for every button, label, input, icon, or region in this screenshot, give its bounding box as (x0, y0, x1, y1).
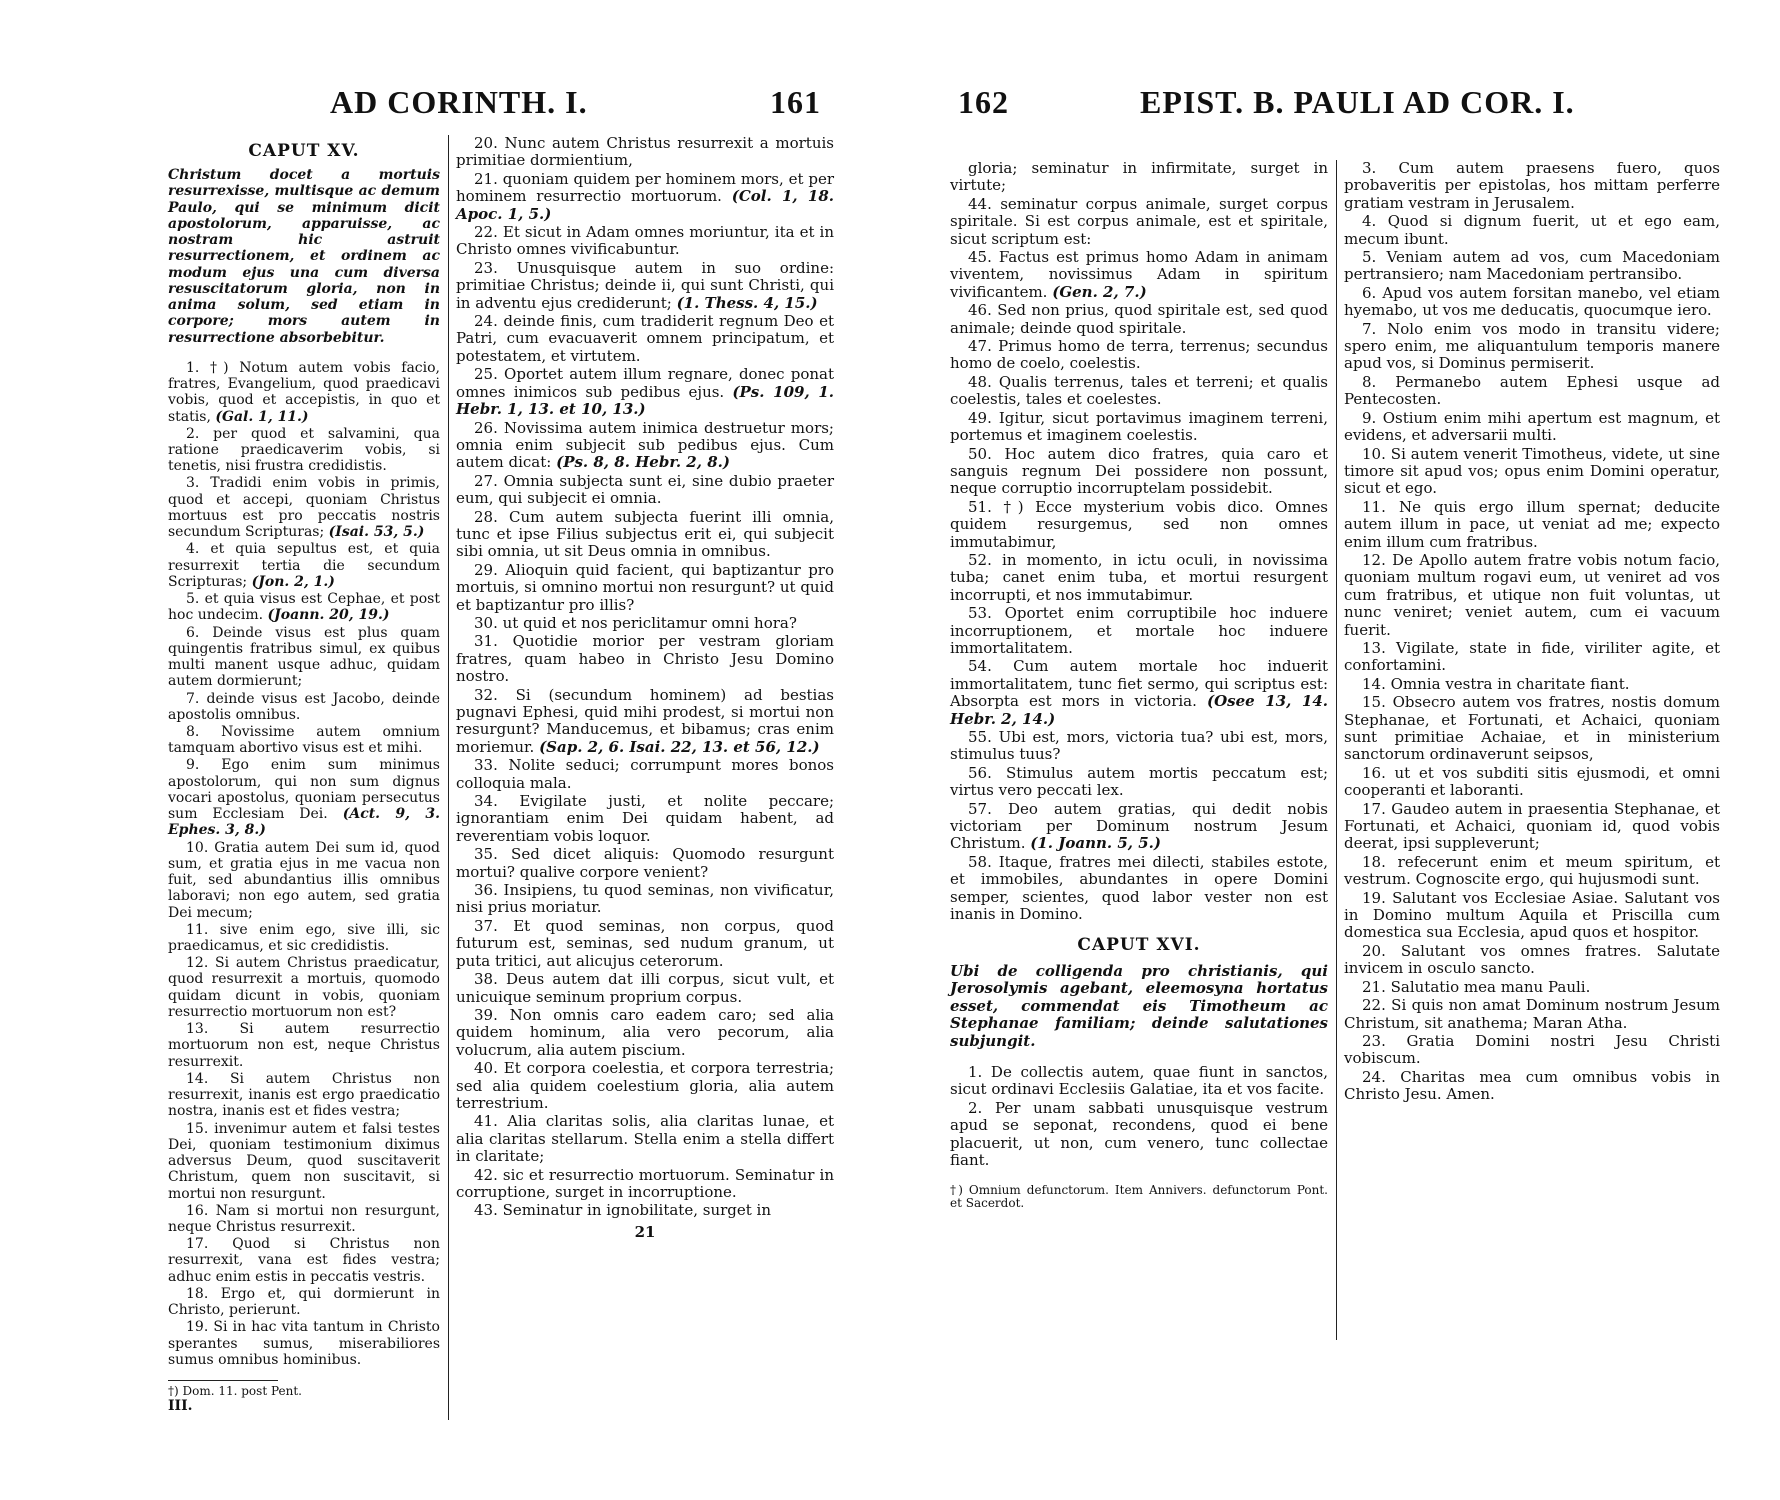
verse-text: 55. Ubi est, mors, victoria tua? ubi est, mors, stimulus tuus? (950, 728, 1328, 764)
verse (456, 1060, 834, 1112)
left-column-2 (456, 135, 834, 1242)
verse-text: 36. Insipiens, tu quod seminas, non vivificatur, nisi prius moriatur. (456, 881, 834, 917)
verse (456, 224, 834, 259)
verse (456, 366, 834, 418)
scripture-reference: (Ps. 109, 1. Hebr. 1, 13. et 10, 13.) (456, 382, 834, 419)
chapter-summary: Ubi de colligenda pro christianis, qui Jerosolymis agebant, eleemosyna hortatus esset, commendat eis Timotheum ac Stephanae familiam; deinde salutationes subjungit. (950, 961, 1328, 1050)
verse (456, 135, 834, 170)
verse-text: 57. Deo autem gratias, qui dedit nobis victoriam per Dominum nostrum Jesum Christum. (950, 799, 1328, 853)
verse (456, 918, 834, 970)
verse (456, 633, 834, 685)
left-header-title: AD CORINTH. I. (330, 84, 588, 120)
verse (950, 302, 1328, 337)
verse-text: 51. †) Ecce mysterium vobis dico. Omnes quidem resurgemus, sed non omnes immutabimur, (950, 497, 1328, 551)
verse-text: 24. deinde finis, cum tradiderit regnum Deo et Patri, cum evacuaverit omnem principatum, et potestatem, et virtutem. (456, 312, 834, 365)
verse (950, 410, 1328, 445)
verse (168, 724, 440, 756)
verse-text: 5. Veniam autem ad vos, cum Macedoniam pertransiero; nam Macedoniam pertransibo. (1344, 248, 1720, 284)
verse-text: 16. Nam si mortui non resurgunt, neque Christus resurrexit. (168, 1202, 440, 1235)
verse-text: 37. Et quod seminas, non corpus, quod futurum est, seminas, sed nudum granum, ut puta tritici, aut alicujus ceterorum. (456, 916, 834, 970)
verse-text: 9. Ego enim sum minimus apostolorum, qui non sum dignus vocari apostolus, quoniam persecutus sum Ecclesiam Dei. (168, 757, 440, 823)
verse (168, 691, 440, 723)
verse (456, 260, 834, 312)
verse (1344, 997, 1720, 1032)
verse-text: 5. et quia visus est Cephae, et post hoc undecim. (168, 591, 440, 624)
verse (1344, 676, 1720, 693)
verse (168, 360, 440, 425)
verse (168, 591, 440, 623)
verse-text: 21. quoniam quidem per hominem mors, et per hominem resurrectio mortuorum. (456, 169, 834, 206)
verse (950, 658, 1328, 728)
verse-text: 27. Omnia subjecta sunt ei, sine dubio praeter eum, qui subjecit ei omnia. (456, 471, 834, 508)
verse-text: 45. Factus est primus homo Adam in animam viventem, novissimus Adam in spiritum vivificantem. (950, 248, 1328, 301)
verse (950, 160, 1328, 195)
left-column-1 (168, 135, 440, 1414)
verse (456, 509, 834, 561)
right-column-1 (950, 160, 1328, 1211)
verse-text: 11. sive enim ego, sive illi, sic praedicamus, et sic credidistis. (168, 921, 440, 955)
scripture-reference: (1. Joann. 5, 5.) (1030, 834, 1161, 853)
verse (456, 420, 834, 472)
signature-number: 21 (634, 1222, 656, 1241)
right-column-2 (1344, 160, 1720, 1105)
verse-text: 38. Deus autem dat illi corpus, sicut vult, et unicuique seminum proprium corpus. (456, 970, 834, 1006)
verse (456, 793, 834, 845)
verse (456, 971, 834, 1006)
verse-text: 40. Et corpora coelestia, et corpora terrestria; sed alia quidem coelestium gloria, alia autem terrestrium. (456, 1059, 834, 1112)
verse (950, 1100, 1328, 1170)
verse (950, 196, 1328, 248)
verse (168, 426, 440, 475)
verse-text: 34. Evigilate justi, et nolite peccare; ignorantiam enim Dei quidam habent, ad reverentiam vobis loquor. (456, 792, 834, 845)
verse-text: 12. De Apollo autem fratre vobis notum facio, quoniam multum rogavi eum, ut veniret ad vos cum fratribus, et utique non fuit voluntas, ut nunc veniret; veniet autem, cum ei vacuum fuerit. (1344, 550, 1720, 639)
verse-text: 48. Qualis terrenus, tales et terreni; et qualis coelestis, tales et coelestes. (950, 372, 1328, 409)
verse-text: 47. Primus homo de terra, terrenus; secundus homo de coelo, coelestis. (950, 337, 1328, 373)
verse-text: 1. †) Notum autem vobis facio, fratres, Evangelium, quod praedicavi vobis, quod et accepistis, in quo et statis, (168, 359, 440, 425)
verse-text: 3. Cum autem praesens fuero, quos probaveritis per epistolas, hos mittam perferre gratiam vestram in Jerusalem. (1344, 159, 1720, 212)
verse (950, 374, 1328, 409)
verse (1344, 249, 1720, 284)
verse-text: 2. per quod et salvamini, qua ratione praedicaverim vobis, si tenetis, nisi frustra credidistis. (168, 425, 440, 475)
scripture-reference: (Jon. 2, 1.) (251, 573, 335, 590)
chapter-title: CAPUT XVI. (1077, 935, 1201, 956)
verse-text: 18. Ergo et, qui dormierunt in Christo, perierunt. (168, 1285, 440, 1319)
verse-text: 26. Novissima autem inimica destruetur mors; omnia enim subjecit sub pedibus ejus. Cum autem dicat: (456, 418, 834, 472)
scripture-reference: (1. Thess. 4, 15.) (676, 293, 818, 312)
verse-text: 14. Si autem Christus non resurrexit, inanis est ergo praedicatio nostra, inanis est et fides vestra; (168, 1070, 440, 1120)
verse-text: 8. Permanebo autem Ephesi usque ad Pentecosten. (1344, 372, 1720, 409)
verse (456, 882, 834, 917)
verse (456, 757, 834, 792)
verse (456, 1202, 834, 1219)
verse (456, 562, 834, 614)
footnote: †) Dom. 11. post Pent. (168, 1384, 302, 1399)
verse-text: 22. Si quis non amat Dominum nostrum Jesum Christum, sit anathema; Maran Atha. (1344, 996, 1720, 1032)
verse (1344, 640, 1720, 675)
scripture-reference: (Gal. 1, 11.) (215, 408, 309, 425)
verse-text: 17. Gaudeo autem in praesentia Stephanae, et Fortunati, et Achaici, quoniam id, quod vobis deerat, ipsi suppleverunt; (1344, 799, 1720, 853)
scripture-reference: (Osee 13, 14. Hebr. 2, 14.) (950, 692, 1328, 728)
verse-text: 2. Per unam sabbati unusquisque vestrum apud se seponat, recondens, quod ei bene placuerit, ut non, cum venero, tunc collectae fiant. (950, 1098, 1328, 1169)
verse-text: 35. Sed dicet aliquis: Quomodo resurgunt mortui? qualive corpore venient? (456, 845, 834, 881)
verse-text: 53. Oportet enim corruptibile hoc induere incorruptionem, et mortale hoc induere immortalitatem. (950, 604, 1328, 657)
verse-text: 11. Ne quis ergo illum spernat; deducite autem illum in pace, ut veniat ad me; expecto enim illum cum fratribus. (1344, 497, 1720, 551)
verse-text: 12. Si autem Christus praedicatur, quod resurrexit a mortuis, quomodo quidam dicunt in vobis, quoniam resurrectio mortuorum non est? (168, 955, 440, 1020)
column-rule (1336, 160, 1337, 1340)
verse (1344, 374, 1720, 409)
verse (1344, 801, 1720, 853)
verse-text: 20. Salutant vos omnes fratres. Salutate invicem in osculo sancto. (1344, 941, 1720, 978)
verse (1344, 1069, 1720, 1104)
verse-text: 29. Alioquin quid facient, qui baptizantur pro mortuis, si omnino mortui non resurgunt? ut quid et baptizantur pro illis? (456, 560, 834, 614)
footnote: †) Omnium defunctorum. Item Annivers. defunctorum Pont. et Sacerdot. (950, 1183, 1328, 1211)
verse-text: 15. Obsecro autem vos fratres, nostis domum Stephanae, et Fortunati, et Achaici, quoniam sunt primitiae Achaiae, et in ministerium sanctorum ordinaverunt seipsos, (1344, 693, 1720, 764)
verse-text: 28. Cum autem subjecta fuerint illi omnia, tunc et ipse Filius subjectus erit ei, qui subjecit sibi omnia, ut sit Deus omnia in omnibus. (456, 507, 834, 561)
verse-text: 52. in momento, in ictu oculi, in novissima tuba; canet enim tuba, et mortui resurgent incorrupti, et nos immutabimur. (950, 550, 1328, 604)
verse (456, 171, 834, 223)
left-page-number: 161 (770, 84, 821, 120)
verse (950, 729, 1328, 764)
verse-text: 19. Salutant vos Ecclesiae Asiae. Salutant vos in Domino multum Aquila et Priscilla cum domestica sua Ecclesia, apud quos et hospitor. (1344, 888, 1720, 942)
verse (950, 338, 1328, 373)
verse-text: 13. Vigilate, state in fide, viriliter agite, et confortamini. (1344, 638, 1720, 675)
verse-text: 8. Novissime autem omnium tamquam abortivo visus est et mihi. (168, 723, 440, 757)
verse (1344, 552, 1720, 639)
verse (168, 1236, 440, 1285)
verse (456, 313, 834, 365)
verse-text: gloria; seminatur in infirmitate, surget in virtute; (950, 159, 1328, 195)
verse-text: 21. Salutatio mea manu Pauli. (1362, 977, 1591, 996)
verse-text: 54. Cum autem mortale hoc induerit immortalitatem, tunc fiet sermo, qui scriptus est: Absorpta est mors in victoria. (950, 657, 1328, 711)
scripture-reference: (Act. 9, 3. Ephes. 3, 8.) (168, 806, 441, 839)
verse (456, 1167, 834, 1202)
scripture-reference: (Joann. 20, 19.) (267, 607, 390, 624)
verse-text: 4. et quia sepultus est, et quia resurrexit tertia die secundum Scripturas; (168, 541, 440, 590)
verse (168, 541, 440, 590)
verse-text: 39. Non omnis caro eadem caro; sed alia quidem hominum, alia vero pecorum, alia volucrum, alia autem piscium. (456, 1005, 834, 1059)
verse-text: 6. Deinde visus est plus quam quingentis fratribus simul, ex quibus multi manent usque adhuc, quidam autem dormierunt; (168, 624, 440, 690)
chapter-title: CAPUT XV. (248, 141, 360, 161)
scripture-reference: (Sap. 2, 6. Isai. 22, 13. et 56, 12.) (539, 737, 820, 756)
verse-text: 17. Quod si Christus non resurrexit, vana est fides vestra; adhuc enim estis in peccatis vestris. (168, 1236, 440, 1285)
verse (168, 922, 440, 954)
verse-text: 14. Omnia vestra in charitate fiant. (1362, 674, 1630, 693)
verse-text: 31. Quotidie morior per vestram gloriam fratres, quam habeo in Christo Jesu Domino nostro. (456, 632, 834, 686)
verse-text: 23. Gratia Domini nostri Jesu Christi vobiscum. (1344, 1031, 1720, 1068)
verse-text: 41. Alia claritas solis, alia claritas lunae, et alia claritas stellarum. Stella enim a stella differt in claritate; (456, 1112, 834, 1166)
verse-text: 22. Et sicut in Adam omnes moriuntur, ita et in Christo omnes vivificabuntur. (456, 223, 834, 259)
signature-mark: III. (168, 1398, 193, 1415)
verse (950, 552, 1328, 604)
verse-list (1344, 160, 1720, 1104)
verse-text: 56. Stimulus autem mortis peccatum est; virtus vero peccati lex. (950, 763, 1328, 800)
verse (168, 1071, 440, 1120)
verse (456, 1113, 834, 1165)
verse (950, 801, 1328, 853)
verse (168, 1203, 440, 1235)
verse (1344, 160, 1720, 212)
scripture-reference: (Ps. 8, 8. Hebr. 2, 8.) (556, 453, 730, 472)
verse-text: 16. ut et vos subditi sitis ejusmodi, et omni cooperanti et laboranti. (1344, 763, 1720, 800)
verse-text: 33. Nolite seduci; corrumpunt mores bonos colloquia mala. (456, 756, 834, 792)
verse-text: 9. Ostium enim mihi apertum est magnum, et evidens, et adversarii multi. (1344, 408, 1720, 445)
verse (1344, 890, 1720, 942)
verse (168, 1319, 440, 1368)
verse (1344, 765, 1720, 800)
right-header-title: EPIST. B. PAULI AD COR. I. (1140, 84, 1575, 120)
verse-text: 23. Unusquisque autem in suo ordine: primitiae Christus; deinde ii, qui sunt Christi, qui in adventu ejus crediderunt; (456, 258, 834, 312)
verse (168, 955, 440, 1020)
verse (1344, 979, 1720, 996)
right-page (890, 0, 1780, 1500)
verse-text: 44. seminatur corpus animale, surget corpus spiritale. Si est corpus animale, est et spiritale, sicut scriptum est: (950, 194, 1328, 248)
scripture-reference: (Gen. 2, 7.) (1052, 282, 1147, 301)
verse (950, 605, 1328, 657)
verse (950, 446, 1328, 498)
verse-text: 18. refecerunt enim et meum spiritum, et vestrum. Cognoscite ergo, qui hujusmodi sunt. (1344, 852, 1720, 889)
verse-text: 3. Tradidi enim vobis in primis, quod et accepi, quoniam Christus mortuus est pro peccatis nostris secundum Scripturas; (168, 475, 440, 541)
verse (1344, 213, 1720, 248)
verse (168, 840, 440, 921)
verse (456, 1007, 834, 1059)
verse-text: 13. Si autem resurrectio mortuorum non est, neque Christus resurrexit. (168, 1021, 440, 1070)
verse-text: 7. deinde visus est Jacobo, deinde apostolis omnibus. (168, 690, 440, 723)
verse-text: 7. Nolo enim vos modo in transitu videre; spero enim, me aliquantulum temporis manere apud vos, si Dominus permiserit. (1344, 319, 1720, 373)
scripture-reference: (Col. 1, 18. Apoc. 1, 5.) (456, 187, 834, 223)
verse (950, 765, 1328, 800)
verse (1344, 285, 1720, 320)
verse (456, 846, 834, 881)
verse-text: 4. Quod si dignum fuerit, ut et ego eam, mecum ibunt. (1344, 212, 1720, 248)
verse-list (456, 135, 834, 1220)
verse-text: 30. ut quid et nos periclitamur omni hora? (474, 613, 797, 632)
verse (1344, 321, 1720, 373)
verse-text: 15. invenimur autem et falsi testes Dei, quoniam testimonium diximus adversus Deum, quod suscitaverit Christum, quem non suscitavit, si mortui non resurgunt. (168, 1120, 440, 1202)
verse-text: 25. Oportet autem illum regnare, donec ponat omnes inimicos sub pedibus ejus. (456, 365, 834, 401)
verse (1344, 854, 1720, 889)
footnote-rule (168, 1380, 278, 1381)
verse (168, 475, 440, 540)
verse (456, 473, 834, 508)
scripture-reference: (Isai. 53, 5.) (328, 524, 425, 541)
verse (1344, 1033, 1720, 1068)
verse (168, 625, 440, 690)
verse-text: 1. De collectis autem, quae fiunt in sanctos, sicut ordinavi Ecclesiis Galatiae, ita et vos facite. (950, 1062, 1328, 1099)
verse (168, 757, 440, 838)
verse-text: 42. sic et resurrectio mortuorum. Seminatur in corruptione, surget in incorruptione. (456, 1165, 834, 1201)
verse-text: 10. Gratia autem Dei sum id, quod sum, et gratia ejus in me vacua non fuit, sed abundantius illis omnibus laboravi; non ego autem, sed gratia Dei mecum; (168, 839, 440, 921)
right-page-number: 162 (958, 84, 1009, 120)
verse (1344, 410, 1720, 445)
verse-list (950, 1064, 1328, 1169)
verse (1344, 943, 1720, 978)
verse-text: 50. Hoc autem dico fratres, quia caro et sanguis regnum Dei possidere non possunt, neque corruptio incorruptelam possidebit. (950, 444, 1328, 498)
verse-text: 46. Sed non prius, quod spiritale est, sed quod animale; deinde quod spiritale. (950, 301, 1328, 337)
verse (950, 249, 1328, 301)
verse (456, 687, 834, 757)
verse (1344, 499, 1720, 551)
verse-text: 43. Seminatur in ignobilitate, surget in (474, 1201, 772, 1220)
verse (168, 1286, 440, 1318)
verse (1344, 694, 1720, 764)
verse-text: 58. Itaque, fratres mei dilecti, stabiles estote, et immobiles, abundantes in opere Domini semper, scientes, quod labor vester non est inanis in Domino. (950, 852, 1328, 924)
verse (168, 1021, 440, 1070)
verse-list (950, 160, 1328, 923)
verse-text: 24. Charitas mea cum omnibus vobis in Christo Jesu. Amen. (1344, 1067, 1720, 1104)
column-rule (448, 135, 449, 1420)
verse (1344, 446, 1720, 498)
verse (950, 1064, 1328, 1099)
verse-list (168, 360, 440, 1368)
verse (168, 1121, 440, 1202)
verse-text: 20. Nunc autem Christus resurrexit a mortuis primitiae dormientium, (456, 134, 834, 170)
verse-text: 32. Si (secundum hominem) ad bestias pugnavi Ephesi, quid mihi prodest, si mortui non resurgunt? Manducemus, et bibamus; cras enim moriemur. (456, 685, 834, 756)
verse (950, 499, 1328, 551)
verse (950, 854, 1328, 924)
verse-text: 6. Apud vos autem forsitan manebo, vel etiam hyemabo, ut vos me deducatis, quocumque iero. (1344, 283, 1720, 320)
verse-text: 10. Si autem venerit Timotheus, videte, ut sine timore sit apud vos; opus enim Domini operatur, sicut et ego. (1344, 444, 1720, 498)
verse-text: 49. Igitur, sicut portavimus imaginem terreni, portemus et imaginem coelestis. (950, 408, 1328, 445)
chapter-summary: Christum docet a mortuis resurrexisse, multisque ac demum Paulo, qui se minimum dicit apostolorum, apparuisse, ac nostram hic astruit resurrectionem, et ordinem ac modum ejus una cum diversa resuscitatorum gloria, non in anima solum, sed etiam in corpore; mors autem in resurrectione absorbebitur. (168, 167, 440, 346)
verse (456, 615, 834, 632)
verse-text: 19. Si in hac vita tantum in Christo sperantes sumus, miserabiliores sumus omnibus hominibus. (168, 1319, 440, 1368)
